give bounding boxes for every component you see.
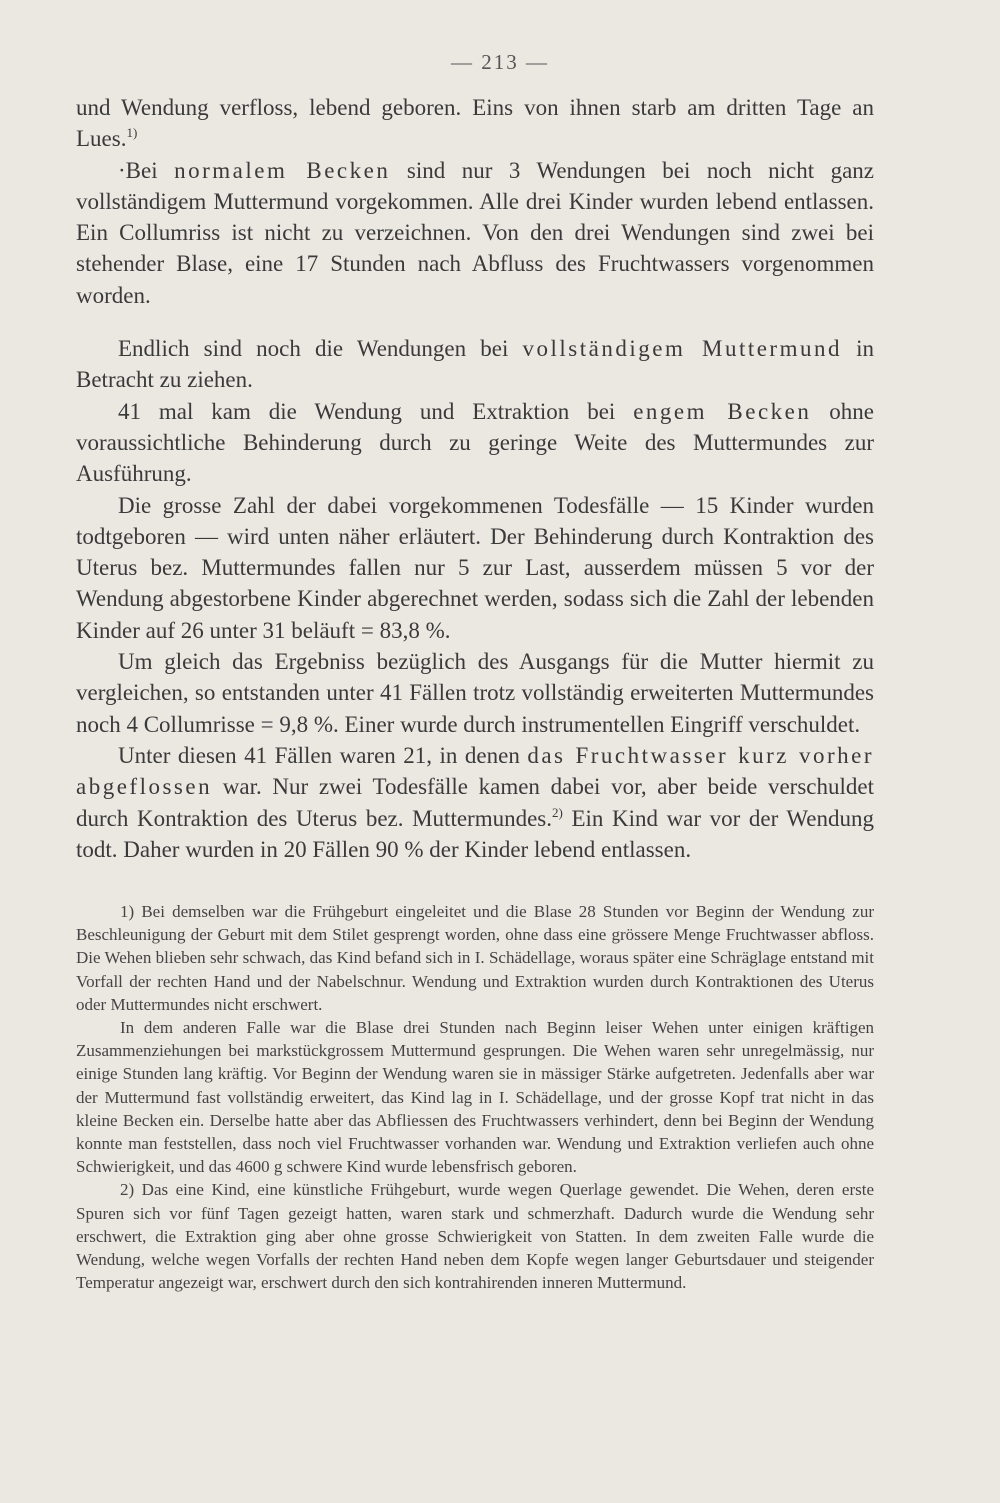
paragraph-3 [76,333,874,396]
paragraph-4-text: ohne voraussichtliche Behinderung durch zu geringe Weite des Muttermundes zur Ausführung. [76,398,875,487]
paragraph-3-lead: Endlich sind noch die Wendungen bei [118,336,509,362]
page-number: — 213 — [451,50,549,74]
paragraph-2 [76,155,874,311]
paragraph-2-emphasis: normalem Becken [174,157,391,183]
main-text [76,92,874,865]
paragraph-3-emphasis: vollständigem Muttermund [522,336,842,362]
paragraph-2-lead: ·Bei [118,157,158,183]
paragraph-2-text: sind nur 3 Wendungen bei noch nicht ganz vollständigem Muttermund vorgekommen. Alle drei Kinder wurden lebend entlassen. Ein Collumriss ist nicht zu verzeichnen. Von den drei Wendungen sind zwei bei stehender Blase, eine 17 Stunden nach Abfluss des Fruchtwassers vorgenommen worden. [76,157,875,308]
footnote-1: 1) Bei demselben war die Frühgeburt eingeleitet und die Blase 28 Stunden vor Beginn der Wendung zur Beschleunigung der Geburt mit dem Stilet gesprengt worden, ohne dass eine grössere Menge Fruchtwasser abfloss. Die Wehen blieben sehr schwach, das Kind befand sich in I. Schädellage, woraus später eine Schräglage entstand mit Vorfall der rechten Hand und der Nabelschnur. Wendung und Extraktion wurden durch Kontraktionen des Uterus oder Muttermundes nicht erschwert. [76,902,874,1014]
paragraph-7 [76,740,874,865]
footnote-1-continued: In dem anderen Falle war die Blase drei Stunden nach Beginn leiser Wehen unter einigen kräftigen Zusammenziehungen bei markstückgrossem Muttermund gesprungen. Die Wehen waren sehr unregelmässig, nur einige Stunden lang kräftig. Vor Beginn der Wendung waren sie in mässiger Stärke aufgetreten. Jedenfalls aber war der Muttermund fast vollständig erweitert, das Kind lag in I. Schädellage, und der grosse Kopf trat nicht in das kleine Becken ein. Derselbe hatte aber das Abfliessen des Fruchtwassers verhindert, denn bei Beginn der Wendung konnte man feststellen, dass noch viel Fruchtwasser vorhanden war. Wendung und Extraktion verliefen auch ohne Schwierigkeit, und das 4600 g schwere Kind wurde lebensfrisch geboren. [76,1018,874,1177]
paragraph-4-lead: 41 mal kam die Wendung und Extraktion bei [118,398,616,424]
footnotes [76,900,874,1294]
paragraph-1-text: und Wendung verfloss, lebend geboren. Eins von ihnen starb am dritten Tage an Lues. [76,95,874,152]
paragraph-4 [76,396,874,490]
paragraph-6: Um gleich das Ergebniss bezüglich des Ausgangs für die Mutter hiermit zu vergleichen, so entstanden unter 41 Fällen trotz vollständig erweiterten Muttermundes noch 4 Collumrisse = 9,8 %. Einer wurde durch instrumentellen Eingriff verschuldet. [76,649,874,737]
paragraph-4-emphasis: engem Becken [633,398,812,424]
paragraph-7-text: war. Nur zwei Todesfälle kamen dabei vor, aber beide verschuldet durch Kontraktion des Uterus bez. Muttermundes. [76,774,874,831]
paragraph-7-emphasis: das Fruchtwasser kurz vorher abgeflossen [76,742,875,800]
paragraph-1 [76,92,874,155]
footnote-2: 2) Das eine Kind, eine künstliche Frühgeburt, wurde wegen Querlage gewendet. Die Wehen, deren erste Spuren sich vor fünf Tagen gezeigt hatten, waren stark und schmerzhaft. Dadurch wurde die Wendung sehr erschwert, die Extraktion ging aber ohne grosse Schwierigkeit von Statten. In dem zweiten Falle wurde die Wendung, welche wegen Vorfalls der rechten Hand neben dem Kopfe wegen langer Geburtsdauer und steigender Temperatur angezeigt war, erschwert durch den sich kontrahirenden inneren Muttermund. [76,1180,874,1293]
paragraph-7-lead: Unter diesen 41 Fällen waren 21, in denen [118,742,520,768]
paragraph-3-text: in Betracht zu ziehen. [76,336,875,393]
paragraph-7-tail: Ein Kind war vor der Wendung todt. Daher wurden in 20 Fällen 90 % der Kinder lebend entlassen. [76,805,875,862]
footnote-ref-1: 1) [126,125,138,141]
footnote-ref-2: 2) [552,804,563,820]
paragraph-5: Die grosse Zahl der dabei vorgekommenen Todesfälle — 15 Kinder wurden todtgeboren — wird unten näher erläutert. Der Behinderung durch Kontraktion des Uterus bez. Muttermundes fallen nur 5 zur Last, ausserdem müssen 5 vor der Wendung abgestorbene Kinder abgerechnet werden, sodass sich die Zahl der lebenden Kinder auf 26 unter 31 beläuft = 83,8 %. [76,492,874,643]
